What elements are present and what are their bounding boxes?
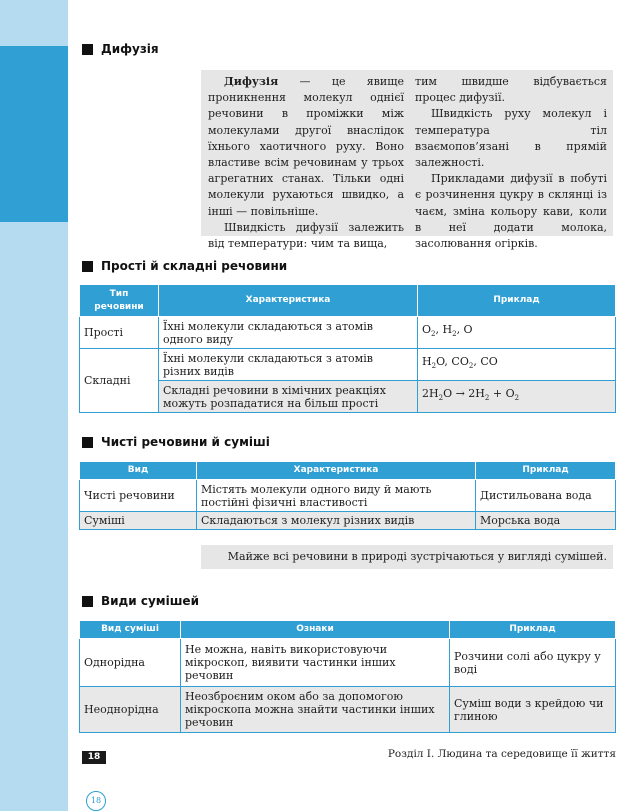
substances-table bbox=[79, 284, 616, 413]
table-cell: Складні bbox=[80, 349, 159, 413]
table-header: Вид суміші bbox=[80, 621, 181, 639]
table-header: Вид bbox=[80, 462, 197, 480]
table-cell: Складні речовини в хімічних реакціях можуть розпадатися на більш прості bbox=[159, 381, 418, 413]
definition-column-2 bbox=[415, 74, 607, 252]
table-header-row bbox=[80, 621, 616, 639]
formula-cell: $H_2O$, $CO_2$, CO bbox=[418, 349, 616, 381]
section-heading-mixture-types bbox=[82, 594, 199, 608]
table-cell: Суміш води з крейдою чи глиною bbox=[450, 687, 616, 733]
section-heading-pure-mixtures bbox=[82, 435, 270, 449]
table-cell: Містять молекули одного виду й мають постійні фізичні властивості bbox=[197, 480, 476, 512]
section-title: Прості й складні речовини bbox=[101, 259, 288, 273]
table-cell: Не можна, навіть використовуючи мікроскоп, виявити частинки інших речовин bbox=[181, 639, 450, 687]
table-cell: Однорідна bbox=[80, 639, 181, 687]
table-header: Приклад bbox=[450, 621, 616, 639]
table-header-row bbox=[80, 462, 616, 480]
page-number-badge: 18 bbox=[82, 751, 106, 764]
table-row bbox=[80, 349, 616, 381]
table-cell: Морська вода bbox=[476, 512, 616, 530]
table-cell: Чисті речовини bbox=[80, 480, 197, 512]
sidebar-accent bbox=[0, 46, 68, 222]
table-cell: Неоднорідна bbox=[80, 687, 181, 733]
section-title: Чисті речовини й суміші bbox=[101, 435, 270, 449]
definition-paragraph: Прикладами дифузії в побуті є розчинення цукру в склянці із чаєм, зміна кольору кави, коли в неї додати молока, засолювання огірків. bbox=[415, 172, 607, 251]
definition-term: Дифузія bbox=[224, 75, 279, 88]
definition-paragraph: тим швидше відбувається процес дифузії. bbox=[415, 75, 607, 105]
table-header: Тип речовини bbox=[80, 285, 159, 317]
table-cell: Розчини солі або цукру у воді bbox=[450, 639, 616, 687]
formula-cell: $O_2$, $H_2$, O bbox=[418, 317, 616, 349]
table-row bbox=[80, 317, 616, 349]
definition-text: — це явище проникнення молекул однієї речовини в проміжки між молекулами другої внаслідок їхнього хаотичного руху. Воно властиве всім речовинам у трьох агрегатних станах. Тільки одні молекули рухаються швидко, а інші — повільніше. bbox=[208, 75, 404, 218]
square-bullet-icon bbox=[82, 596, 93, 607]
page-thumbnail-circle: 18 bbox=[86, 791, 106, 811]
table-row bbox=[80, 639, 616, 687]
section-title: Дифузія bbox=[101, 42, 159, 56]
mixture-types-table bbox=[79, 620, 616, 733]
section-heading-diffusion bbox=[82, 42, 159, 56]
table-header: Ознаки bbox=[181, 621, 450, 639]
formula-cell: $2H_2O \to 2H_2 + O_2$ bbox=[418, 381, 616, 413]
section-title: Види сумішей bbox=[101, 594, 199, 608]
table-header: Характеристика bbox=[197, 462, 476, 480]
note-box: Майже всі речовини в природі зустрічаються у вигляді сумішей. bbox=[201, 545, 613, 569]
table-header-row bbox=[80, 285, 616, 317]
definition-column-1 bbox=[208, 74, 404, 252]
table-row bbox=[80, 381, 616, 413]
chapter-footer: Розділ І. Людина та середовище її життя bbox=[387, 748, 616, 760]
table-row bbox=[80, 512, 616, 530]
definition-paragraph: Швидкість дифузії залежить від температури: чим та вища, bbox=[208, 220, 404, 251]
square-bullet-icon bbox=[82, 44, 93, 55]
table-cell: Неозброєним оком або за допомогою мікроскопа можна знайти частинки інших речовин bbox=[181, 687, 450, 733]
table-header: Приклад bbox=[476, 462, 616, 480]
definition-paragraph: Швидкість руху молекул і температура тіл взаємопов’язані в прямій залежності. bbox=[415, 107, 607, 170]
square-bullet-icon bbox=[82, 261, 93, 272]
table-header: Характеристика bbox=[159, 285, 418, 317]
definition-paragraph bbox=[208, 74, 404, 220]
table-row bbox=[80, 480, 616, 512]
table-cell: Складаються з молекул різних видів bbox=[197, 512, 476, 530]
table-cell: Їхні молекули складаються з атомів різних видів bbox=[159, 349, 418, 381]
section-heading-simple-complex bbox=[82, 259, 287, 273]
table-cell: Їхні молекули складаються з атомів одного виду bbox=[159, 317, 418, 349]
table-cell: Дистильована вода bbox=[476, 480, 616, 512]
square-bullet-icon bbox=[82, 437, 93, 448]
pure-mixtures-table bbox=[79, 461, 616, 530]
table-header: Приклад bbox=[418, 285, 616, 317]
table-cell: Суміші bbox=[80, 512, 197, 530]
table-cell: Прості bbox=[80, 317, 159, 349]
table-row bbox=[80, 687, 616, 733]
